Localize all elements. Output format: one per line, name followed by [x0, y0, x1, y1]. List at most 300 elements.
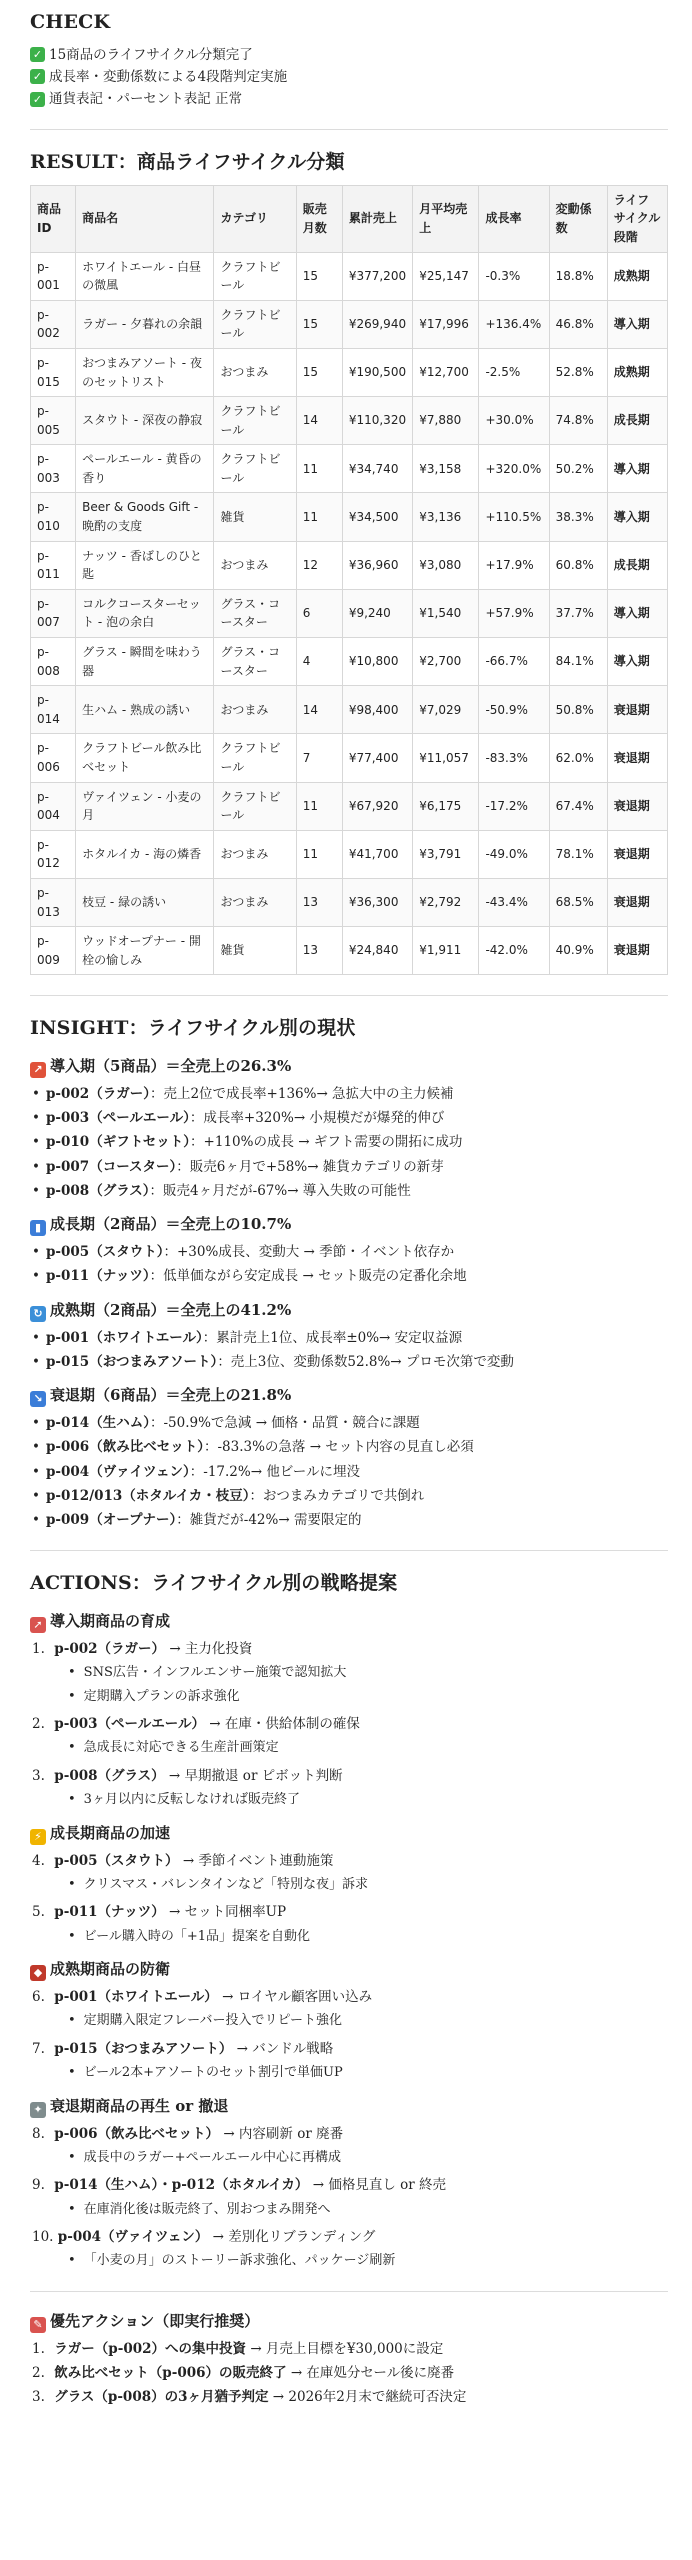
table-cell: +57.9%	[479, 589, 549, 637]
action-group-heading	[30, 1610, 668, 1633]
table-cell: 11	[296, 830, 342, 878]
table-cell: p-004	[31, 782, 76, 830]
table-cell: p-012	[31, 830, 76, 878]
item-key: p-010（ギフトセット）	[45, 1134, 191, 1151]
table-cell: 18.8%	[549, 252, 607, 300]
table-cell: p-007	[31, 589, 76, 637]
table-cell: p-005	[31, 397, 76, 445]
table-cell: ¥25,147	[413, 252, 479, 300]
table-cell: -49.0%	[479, 830, 549, 878]
action-key: p-014（生ハム）・p-012（ホタルイカ）	[54, 2177, 309, 2194]
result-title: RESULT：商品ライフサイクル分類	[30, 151, 345, 174]
table-cell: 生ハム - 熟成の誘い	[76, 686, 214, 734]
insight-heading-text: 成長期（2商品）＝全売上の10.7%	[50, 1215, 292, 1234]
table-cell: ¥77,400	[342, 734, 412, 782]
table-cell: ナッツ - 香ばしのひと匙	[76, 541, 214, 589]
item-text: ：販売4ヶ月だが-67%→ 導入失敗の可能性	[149, 1182, 411, 1199]
table-cell: 12	[296, 541, 342, 589]
table-cell: おつまみ	[214, 541, 296, 589]
item-text: ：成長率+320%→ 小規模だが爆発的伸び	[189, 1110, 445, 1127]
table-cell: +17.9%	[479, 541, 549, 589]
table-cell: p-013	[31, 878, 76, 926]
table-row	[31, 878, 668, 926]
table-cell: 11	[296, 493, 342, 541]
table-cell: ウッドオープナー - 開栓の愉しみ	[76, 927, 214, 975]
action-sub-list	[32, 1790, 668, 1810]
list-item	[32, 1510, 668, 1530]
checkmark-icon: ✓	[30, 47, 45, 62]
item-key: p-012/013（ホタルイカ・枝豆）	[45, 1487, 250, 1504]
table-cell: 衰退期	[607, 878, 667, 926]
table-cell: ¥1,911	[413, 927, 479, 975]
check-item: ✓ 成長率・変動係数による4段階判定実施	[30, 67, 668, 87]
list-item	[32, 1352, 668, 1372]
actions-title: ACTIONS：ライフサイクル別の戦略提案	[30, 1572, 398, 1595]
table-cell: おつまみ	[214, 348, 296, 396]
priority-key: グラス（p-008）の3ヶ月猶予判定	[54, 2389, 269, 2406]
item-key: p-015（おつまみアソート）	[45, 1353, 218, 1370]
insight-title: INSIGHT：ライフサイクル別の現状	[30, 1017, 356, 1040]
table-cell: ¥3,791	[413, 830, 479, 878]
wrench-icon: ✦	[30, 2102, 46, 2118]
action-item	[32, 2039, 668, 2083]
item-key: p-008（グラス）	[45, 1182, 150, 1199]
table-cell: Beer & Goods Gift - 晩酌の支度	[76, 493, 214, 541]
table-cell: ホワイトエール - 白昼の微風	[76, 252, 214, 300]
priority-list	[30, 2339, 668, 2408]
insight-list	[30, 1084, 668, 1201]
action-text: → 早期撤退 or ピボット判断	[164, 1767, 343, 1784]
priority-section	[30, 2310, 668, 2408]
table-row	[31, 830, 668, 878]
table-cell: ¥1,540	[413, 589, 479, 637]
item-text: ：おつまみカテゴリで共倒れ	[249, 1487, 425, 1504]
table-cell: おつまみ	[214, 686, 296, 734]
action-sub-list	[32, 2251, 668, 2271]
action-sub-list	[32, 1663, 668, 1706]
list-item	[32, 1413, 668, 1433]
table-header-cell: 月平均売上	[413, 185, 479, 252]
item-key: p-004（ヴァイツェン）	[45, 1463, 190, 1480]
table-cell: 導入期	[607, 589, 667, 637]
action-key: p-003（ペールエール）	[54, 1716, 205, 1733]
list-item	[32, 1084, 668, 1104]
table-cell: 衰退期	[607, 782, 667, 830]
table-cell: 衰退期	[607, 830, 667, 878]
insight-heading	[30, 1299, 668, 1322]
insight-heading	[30, 1055, 668, 1078]
table-row	[31, 686, 668, 734]
table-cell: 雑貨	[214, 927, 296, 975]
action-group-heading-text: 成熟期商品の防衛	[50, 1960, 171, 1979]
table-row	[31, 927, 668, 975]
action-text: → 季節イベント連動施策	[178, 1852, 334, 1869]
action-list	[30, 1851, 668, 1947]
table-cell: ヴァイツェン - 小麦の月	[76, 782, 214, 830]
bar-chart-icon: ▮	[30, 1220, 46, 1236]
insight-list	[30, 1328, 668, 1373]
chart-up-icon: ↗	[30, 1062, 46, 1078]
cycle-icon: ↻	[30, 1306, 46, 1322]
action-group-heading	[30, 2095, 668, 2118]
lifecycle-table	[30, 185, 668, 976]
item-text: ：+30%成長、変動大 → 季節・イベント依存か	[163, 1244, 455, 1261]
table-cell: ¥11,057	[413, 734, 479, 782]
priority-text: → 月売上目標を¥30,000に設定	[246, 2340, 444, 2357]
action-item	[32, 1639, 668, 1706]
table-cell: p-006	[31, 734, 76, 782]
item-key: p-014（生ハム）	[45, 1415, 150, 1432]
action-text: → 内容刷新 or 廃番	[219, 2125, 344, 2142]
action-number: 2.	[32, 1716, 45, 1733]
divider	[30, 1550, 668, 1551]
table-cell: グラス・コースター	[214, 589, 296, 637]
list-item	[32, 1108, 668, 1128]
action-sub-list	[32, 1738, 668, 1758]
item-key: p-006（飲み比べセット）	[45, 1439, 204, 1456]
check-title: CHECK	[30, 11, 111, 33]
item-text: ：-17.2%→ 他ビールに埋没	[189, 1463, 361, 1480]
table-cell: 13	[296, 927, 342, 975]
checkmark-icon: ✓	[30, 69, 45, 84]
list-item	[32, 1242, 668, 1262]
table-cell: +136.4%	[479, 300, 549, 348]
list-item	[32, 1181, 668, 1201]
table-cell: ¥3,158	[413, 445, 479, 493]
action-group-heading-text: 導入期商品の育成	[50, 1611, 171, 1630]
insight-heading-text: 衰退期（6商品）＝全売上の21.8%	[50, 1386, 292, 1405]
table-cell: 導入期	[607, 445, 667, 493]
table-header-cell: 販売月数	[296, 185, 342, 252]
priority-number: 1.	[32, 2340, 45, 2357]
checkmark-icon: ✓	[30, 92, 45, 107]
result-section	[30, 148, 668, 975]
table-row	[31, 397, 668, 445]
table-cell: p-003	[31, 445, 76, 493]
table-cell: 衰退期	[607, 734, 667, 782]
table-cell: クラフトビール飲み比べセット	[76, 734, 214, 782]
item-key: p-003（ペールエール）	[45, 1110, 190, 1127]
actions-section	[30, 1569, 668, 2271]
action-sub-item: • 急成長に対応できる生産計画策定	[68, 1738, 668, 1758]
insight-list	[30, 1242, 668, 1287]
action-number: 7.	[32, 2040, 45, 2057]
table-cell: おつまみアソート - 夜のセットリスト	[76, 348, 214, 396]
table-header-cell: 成長率	[479, 185, 549, 252]
table-header-cell: 変動係数	[549, 185, 607, 252]
table-cell: 38.3%	[549, 493, 607, 541]
insight-heading	[30, 1213, 668, 1236]
table-cell: 6	[296, 589, 342, 637]
item-key: p-005（スタウト）	[45, 1244, 164, 1261]
action-list	[30, 2124, 668, 2271]
table-row	[31, 493, 668, 541]
item-text: ：累計売上1位、成長率±0%→ 安定収益源	[202, 1329, 463, 1346]
action-sub-item: • 「小麦の月」のストーリー訴求強化、パッケージ刷新	[68, 2251, 668, 2271]
table-header-cell: カテゴリ	[214, 185, 296, 252]
table-cell: ¥24,840	[342, 927, 412, 975]
insight-heading-text: 成熟期（2商品）＝全売上の41.2%	[50, 1300, 292, 1319]
action-item	[32, 1714, 668, 1758]
table-cell: ¥190,500	[342, 348, 412, 396]
action-item	[32, 1902, 668, 1946]
action-sub-item: • ビール購入時の「+1品」提案を自動化	[68, 1927, 668, 1947]
table-cell: p-001	[31, 252, 76, 300]
priority-text: → 2026年2月末で継続可否決定	[268, 2389, 467, 2406]
table-cell: 11	[296, 782, 342, 830]
table-cell: 68.5%	[549, 878, 607, 926]
action-item	[32, 2227, 668, 2271]
action-text: → 主力化投資	[165, 1640, 253, 1657]
table-cell: 衰退期	[607, 927, 667, 975]
table-cell: クラフトビール	[214, 445, 296, 493]
list-item	[32, 1266, 668, 1286]
item-text: ：売上3位、変動係数52.8%→ プロモ次第で変動	[217, 1353, 514, 1370]
table-cell: 雑貨	[214, 493, 296, 541]
table-cell: 78.1%	[549, 830, 607, 878]
priority-item	[32, 2363, 668, 2383]
table-cell: ¥269,940	[342, 300, 412, 348]
action-key: p-002（ラガー）	[54, 1640, 166, 1657]
table-header-cell: 累計売上	[342, 185, 412, 252]
table-cell: -42.0%	[479, 927, 549, 975]
table-cell: -2.5%	[479, 348, 549, 396]
action-item	[32, 1987, 668, 2031]
table-row	[31, 589, 668, 637]
action-sub-item: • 定期購入限定フレーバー投入でリピート強化	[68, 2011, 668, 2031]
table-cell: ¥6,175	[413, 782, 479, 830]
table-cell: +320.0%	[479, 445, 549, 493]
table-cell: ¥67,920	[342, 782, 412, 830]
priority-number: 2.	[32, 2365, 45, 2382]
table-row	[31, 734, 668, 782]
table-cell: ¥17,996	[413, 300, 479, 348]
table-cell: ¥34,500	[342, 493, 412, 541]
priority-title: ✎ 優先アクション（即実行推奨）	[30, 2310, 668, 2333]
priority-item	[32, 2339, 668, 2359]
table-cell: 11	[296, 445, 342, 493]
action-sub-item: • 在庫消化後は販売終了、別おつまみ開発へ	[68, 2200, 668, 2220]
table-cell: ¥7,880	[413, 397, 479, 445]
action-sub-list	[32, 1927, 668, 1947]
action-item	[32, 1766, 668, 1810]
table-cell: 4	[296, 638, 342, 686]
check-item: ✓ 通貨表記・パーセント表記 正常	[30, 89, 668, 109]
table-cell: 成長期	[607, 397, 667, 445]
table-cell: ¥3,080	[413, 541, 479, 589]
action-sub-item: • SNS広告・インフルエンサー施策で認知拡大	[68, 1663, 668, 1683]
table-cell: ¥34,740	[342, 445, 412, 493]
action-sub-item: • クリスマス・バレンタインなど「特別な夜」訴求	[68, 1875, 668, 1895]
table-cell: ¥36,960	[342, 541, 412, 589]
table-cell: 50.2%	[549, 445, 607, 493]
table-cell: ¥98,400	[342, 686, 412, 734]
action-number: 8.	[32, 2125, 45, 2142]
list-item	[32, 1486, 668, 1506]
table-cell: グラス・コースター	[214, 638, 296, 686]
item-key: p-009（オープナー）	[45, 1512, 177, 1529]
table-cell: 枝豆 - 緑の誘い	[76, 878, 214, 926]
table-cell: 13	[296, 878, 342, 926]
table-row	[31, 445, 668, 493]
table-cell: p-015	[31, 348, 76, 396]
action-sub-list	[32, 1875, 668, 1895]
table-cell: おつまみ	[214, 878, 296, 926]
table-header-cell: 商品ID	[31, 185, 76, 252]
action-item	[32, 1851, 668, 1895]
table-cell: クラフトビール	[214, 734, 296, 782]
table-cell: 15	[296, 348, 342, 396]
action-sub-item: • 3ヶ月以内に反転しなければ販売終了	[68, 1790, 668, 1810]
check-list	[30, 45, 668, 110]
table-cell: ¥377,200	[342, 252, 412, 300]
table-cell: クラフトビール	[214, 782, 296, 830]
table-cell: おつまみ	[214, 830, 296, 878]
action-group-heading	[30, 1822, 668, 1845]
table-cell: -43.4%	[479, 878, 549, 926]
table-cell: ¥3,136	[413, 493, 479, 541]
pin-icon: ✎	[30, 2317, 46, 2333]
item-text: ：-83.3%の急落 → セット内容の見直し必須	[203, 1439, 474, 1456]
action-text: → 価格見直し or 終売	[308, 2177, 446, 2194]
table-cell: 50.8%	[549, 686, 607, 734]
table-cell: -83.3%	[479, 734, 549, 782]
table-cell: 成熟期	[607, 348, 667, 396]
table-cell: ¥7,029	[413, 686, 479, 734]
action-sub-item: • ビール2本+アソートのセット割引で単価UP	[68, 2063, 668, 2083]
action-sub-item: • 成長中のラガー+ペールエール中心に再構成	[68, 2148, 668, 2168]
table-cell: クラフトビール	[214, 397, 296, 445]
action-item	[32, 2124, 668, 2168]
table-cell: 導入期	[607, 300, 667, 348]
table-cell: 成長期	[607, 541, 667, 589]
check-item: ✓ 15商品のライフサイクル分類完了	[30, 45, 668, 65]
table-cell: 62.0%	[549, 734, 607, 782]
list-item	[32, 1132, 668, 1152]
action-key: p-001（ホワイトエール）	[54, 1989, 218, 2006]
table-row	[31, 300, 668, 348]
table-cell: ホタルイカ - 海の燐香	[76, 830, 214, 878]
action-text: → バンドル戦略	[232, 2040, 334, 2057]
table-row	[31, 541, 668, 589]
item-text: ：売上2位で成長率+136%→ 急拡大中の主力候補	[149, 1085, 454, 1102]
table-cell: -50.9%	[479, 686, 549, 734]
table-cell: 15	[296, 252, 342, 300]
priority-key: 飲み比べセット（p-006）の販売終了	[54, 2365, 287, 2382]
action-number: 10.	[32, 2229, 54, 2246]
rocket-icon: ➚	[30, 1617, 46, 1633]
table-cell: p-002	[31, 300, 76, 348]
priority-key: ラガー（p-002）への集中投資	[54, 2340, 247, 2357]
action-key: p-008（グラス）	[54, 1767, 165, 1784]
table-cell: p-010	[31, 493, 76, 541]
action-sub-list	[32, 2200, 668, 2220]
table-cell: ペールエール - 黄昏の香り	[76, 445, 214, 493]
shield-icon: ◆	[30, 1965, 46, 1981]
table-cell: 導入期	[607, 493, 667, 541]
table-cell: -66.7%	[479, 638, 549, 686]
table-cell: スタウト - 深夜の静寂	[76, 397, 214, 445]
action-number: 9.	[32, 2177, 45, 2194]
table-header-cell: ライフサイクル段階	[607, 185, 667, 252]
table-row	[31, 348, 668, 396]
action-group-heading	[30, 1958, 668, 1981]
action-group-heading-text: 衰退期商品の再生 or 撤退	[50, 2096, 229, 2115]
priority-item	[32, 2387, 668, 2407]
action-sub-item: • 定期購入プランの訴求強化	[68, 1687, 668, 1707]
chart-down-icon: ↘	[30, 1391, 46, 1407]
action-sub-list	[32, 2011, 668, 2031]
action-list	[30, 1987, 668, 2083]
item-key: p-002（ラガー）	[45, 1085, 150, 1102]
table-cell: p-009	[31, 927, 76, 975]
insight-heading	[30, 1384, 668, 1407]
table-cell: 15	[296, 300, 342, 348]
table-cell: +30.0%	[479, 397, 549, 445]
action-sub-list	[32, 2063, 668, 2083]
table-cell: p-008	[31, 638, 76, 686]
table-header-cell: 商品名	[76, 185, 214, 252]
item-key: p-007（コースター）	[45, 1158, 177, 1175]
action-key: p-015（おつまみアソート）	[54, 2040, 233, 2057]
table-cell: クラフトビール	[214, 300, 296, 348]
item-text: ：+110%の成長 → ギフト需要の開拓に成功	[190, 1134, 463, 1151]
table-cell: -17.2%	[479, 782, 549, 830]
priority-number: 3.	[32, 2389, 45, 2406]
table-cell: ¥2,700	[413, 638, 479, 686]
list-item	[32, 1328, 668, 1348]
list-item	[32, 1462, 668, 1482]
table-cell: 衰退期	[607, 686, 667, 734]
item-key: p-001（ホワイトエール）	[45, 1329, 203, 1346]
action-group-heading-text: 成長期商品の加速	[50, 1823, 171, 1842]
item-text: ：雑貨だが-42%→ 需要限定的	[176, 1512, 362, 1529]
table-cell: ¥9,240	[342, 589, 412, 637]
item-text: ：低単価ながら安定成長 → セット販売の定番化余地	[149, 1268, 467, 1285]
lightning-icon: ⚡	[30, 1829, 46, 1845]
action-text: → 差別化リブランディング	[208, 2229, 376, 2246]
table-cell: 40.9%	[549, 927, 607, 975]
list-item	[32, 1437, 668, 1457]
action-key: p-006（飲み比べセット）	[54, 2125, 220, 2142]
action-number: 1.	[32, 1640, 45, 1657]
table-cell: +110.5%	[479, 493, 549, 541]
table-cell: ¥36,300	[342, 878, 412, 926]
table-cell: 46.8%	[549, 300, 607, 348]
table-cell: クラフトビール	[214, 252, 296, 300]
action-sub-list	[32, 2148, 668, 2168]
table-cell: ¥2,792	[413, 878, 479, 926]
insight-list	[30, 1413, 668, 1530]
table-cell: 52.8%	[549, 348, 607, 396]
action-item	[32, 2175, 668, 2219]
insight-heading-text: 導入期（5商品）＝全売上の26.3%	[50, 1056, 292, 1075]
divider	[30, 2291, 668, 2292]
action-number: 4.	[32, 1852, 45, 1869]
priority-text: → 在庫処分セール後に廃番	[286, 2365, 455, 2382]
table-cell: 84.1%	[549, 638, 607, 686]
table-cell: 成熟期	[607, 252, 667, 300]
table-cell: コルクコースターセット - 泡の余白	[76, 589, 214, 637]
table-cell: 14	[296, 686, 342, 734]
table-cell: -0.3%	[479, 252, 549, 300]
table-cell: ¥41,700	[342, 830, 412, 878]
item-text: ：販売6ヶ月で+58%→ 雑貨カテゴリの新芽	[176, 1158, 444, 1175]
list-item	[32, 1157, 668, 1177]
table-cell: ラガー - 夕暮れの余韻	[76, 300, 214, 348]
action-text: → セット同梱率UP	[164, 1904, 287, 1921]
table-cell: グラス - 瞬間を味わう器	[76, 638, 214, 686]
